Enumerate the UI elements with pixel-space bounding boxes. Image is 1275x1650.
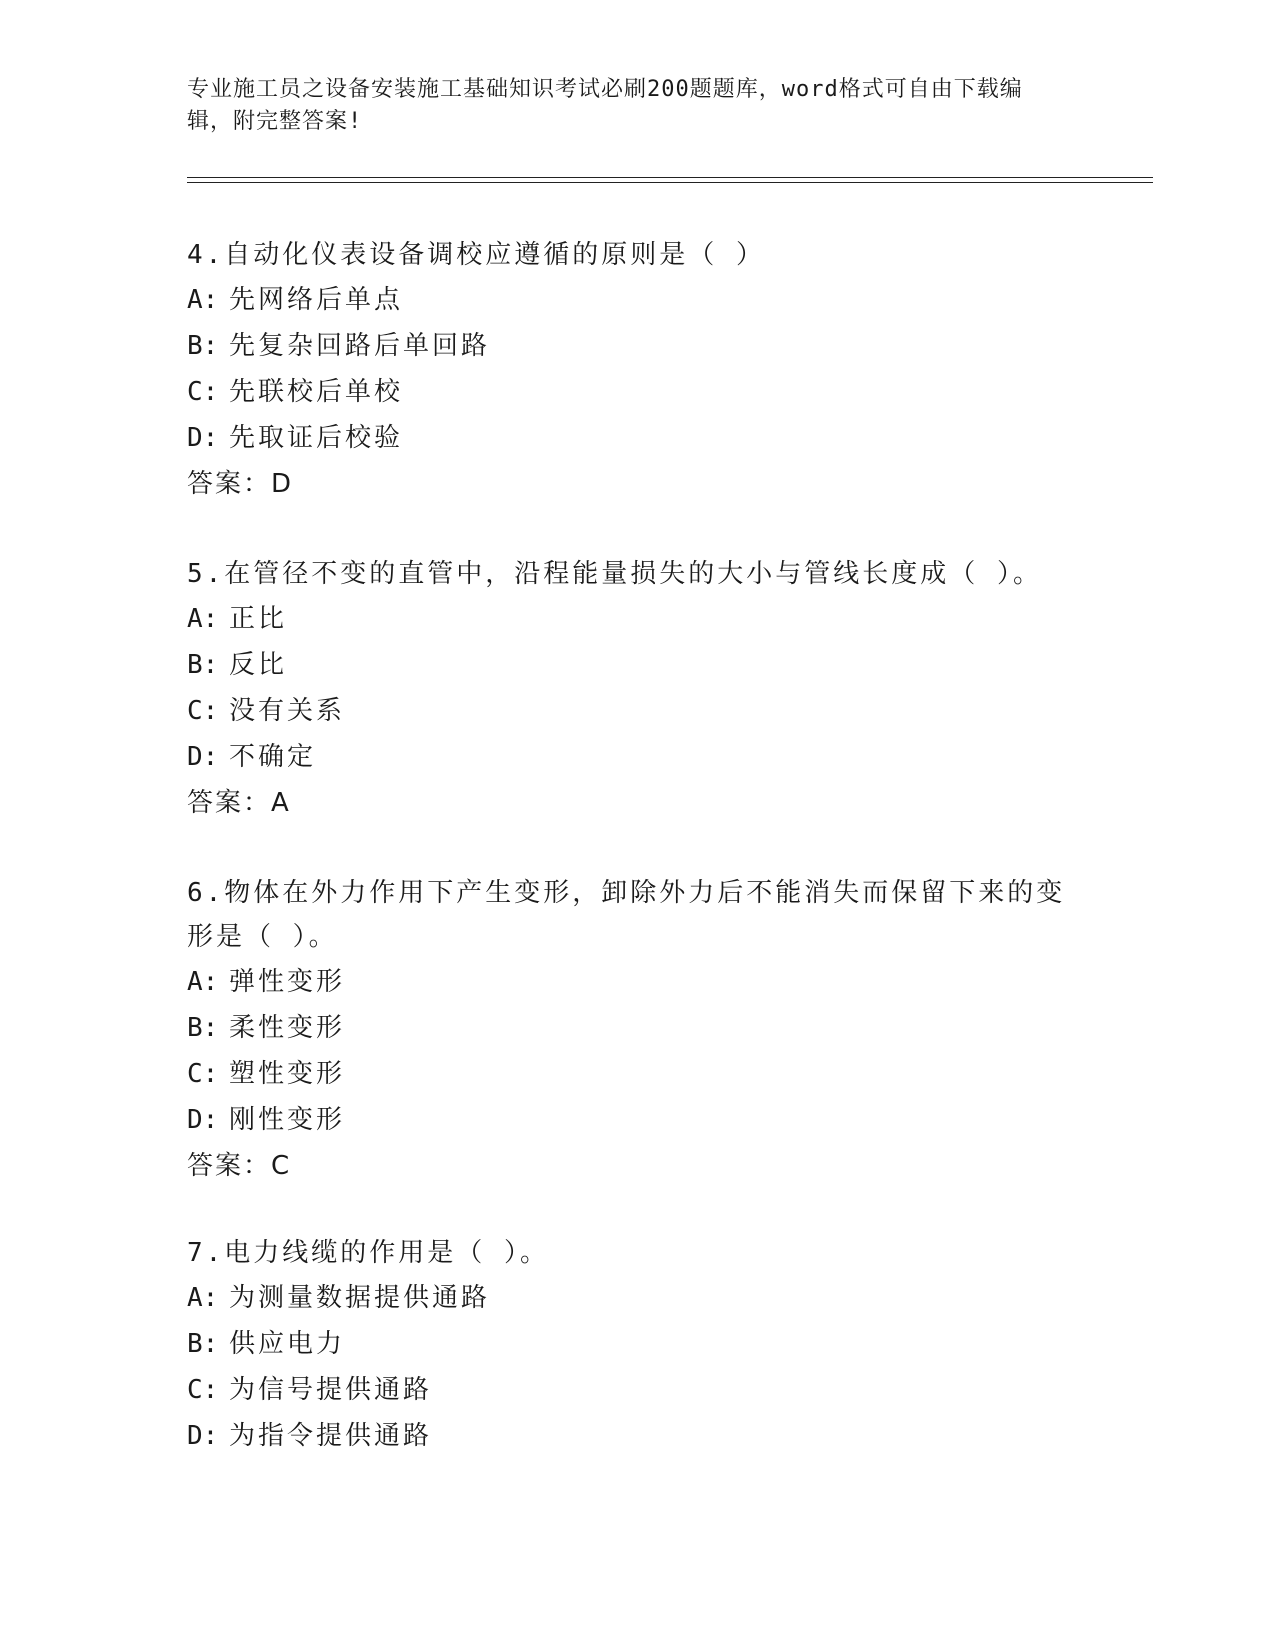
question-text: 4.自动化仪表设备调校应遵循的原则是（ ） [187, 240, 765, 270]
option-c [187, 688, 1067, 734]
option-letter: B: [187, 331, 219, 361]
option-letter: B: [187, 1329, 219, 1359]
question-block-4 [187, 233, 1067, 507]
option-letter: D: [187, 1421, 219, 1451]
option-text: 先联校后单校 [229, 377, 404, 407]
answer-line: 答案：C [187, 1151, 292, 1181]
option-d [187, 1413, 1067, 1459]
option-text: 柔性变形 [229, 1013, 346, 1043]
question-block-7 [187, 1231, 1067, 1459]
option-text: 先取证后校验 [229, 423, 404, 453]
option-a [187, 1275, 1067, 1321]
option-a [187, 596, 1067, 642]
option-d [187, 1097, 1067, 1143]
option-letter: B: [187, 1013, 219, 1043]
option-letter: D: [187, 423, 219, 453]
option-letter: A: [187, 285, 219, 315]
option-text: 弹性变形 [229, 967, 346, 997]
option-letter: A: [187, 604, 219, 634]
document-header: 专业施工员之设备安装施工基础知识考试必刷200题题库，word格式可自由下载编辑，附完整答案! [187, 77, 1023, 134]
option-text: 为测量数据提供通路 [229, 1283, 491, 1313]
header-divider-bottom [187, 182, 1153, 183]
option-b [187, 1321, 1067, 1367]
option-letter: C: [187, 377, 219, 407]
answer-line: 答案：A [187, 788, 291, 818]
option-d [187, 734, 1067, 780]
option-text: 刚性变形 [229, 1105, 346, 1135]
option-a [187, 959, 1067, 1005]
option-text: 塑性变形 [229, 1059, 346, 1089]
option-letter: A: [187, 1283, 219, 1313]
option-text: 没有关系 [229, 696, 346, 726]
option-letter: D: [187, 742, 219, 772]
option-letter: A: [187, 967, 219, 997]
option-text: 先网络后单点 [229, 285, 404, 315]
option-letter: B: [187, 650, 219, 680]
header-divider-top [187, 177, 1153, 178]
option-b [187, 1005, 1067, 1051]
option-b [187, 323, 1067, 369]
question-text: 7.电力线缆的作用是（ ）。 [187, 1238, 549, 1268]
option-text: 供应电力 [229, 1329, 346, 1359]
question-text: 5.在管径不变的直管中，沿程能量损失的大小与管线长度成（ ）。 [187, 559, 1042, 589]
question-block-6 [187, 871, 1067, 1189]
option-text: 反比 [229, 650, 288, 680]
question-text: 6.物体在外力作用下产生变形，卸除外力后不能消失而保留下来的变形是（ ）。 [187, 878, 1066, 952]
option-text: 不确定 [229, 742, 317, 772]
answer-line: 答案：D [187, 469, 294, 499]
question-block-5 [187, 552, 1067, 826]
option-letter: C: [187, 1375, 219, 1405]
option-c [187, 369, 1067, 415]
option-d [187, 415, 1067, 461]
option-text: 先复杂回路后单回路 [229, 331, 491, 361]
option-b [187, 642, 1067, 688]
option-letter: C: [187, 696, 219, 726]
option-c [187, 1051, 1067, 1097]
option-a [187, 277, 1067, 323]
option-text: 为信号提供通路 [229, 1375, 433, 1405]
option-letter: C: [187, 1059, 219, 1089]
option-text: 正比 [229, 604, 288, 634]
option-letter: D: [187, 1105, 219, 1135]
option-text: 为指令提供通路 [229, 1421, 433, 1451]
option-c [187, 1367, 1067, 1413]
